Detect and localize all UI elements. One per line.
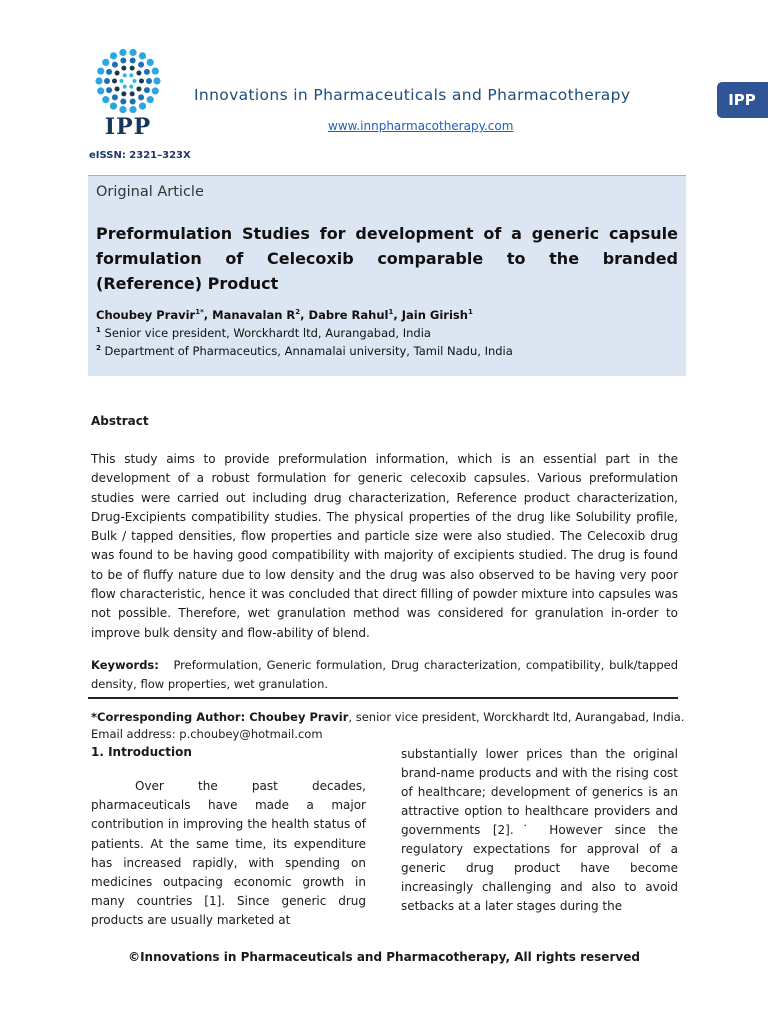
logo-dot <box>129 73 133 77</box>
affiliation-num: 1 <box>96 326 101 335</box>
logo-dot <box>153 77 160 84</box>
logo-dot <box>130 58 136 64</box>
keywords-text: Preformulation, Generic formulation, Drug characterization, compatibility, bulk/tapped density, flow properties, wet granulation. <box>91 658 679 691</box>
logo-dot <box>106 87 112 93</box>
affiliation <box>96 326 431 340</box>
logo-dot <box>120 98 126 104</box>
logo-dot <box>97 67 104 74</box>
author-list: Choubey Pravir$^{1*}$, Manavalan $R^2$, Dabre Rahul$^1$, Jain Girish$^1$ <box>96 308 473 322</box>
journal-tab: IPP <box>717 82 768 118</box>
logo-dot <box>119 49 126 56</box>
logo-dot <box>104 78 110 84</box>
logo-dot <box>115 71 120 76</box>
author-sup: 2 <box>295 308 301 317</box>
article-type: Original Article <box>96 184 204 200</box>
keywords <box>91 656 678 694</box>
logo-dot <box>147 59 154 66</box>
corresponding-author <box>91 710 685 724</box>
affiliation-text: Senior vice president, Worckhardt ltd, Aurangabad, India <box>104 326 431 340</box>
logo-dot <box>106 69 112 75</box>
logo-dot <box>110 103 117 110</box>
logo-dot <box>97 87 104 94</box>
author-sup: 1* <box>195 308 204 317</box>
logo-dot <box>95 77 102 84</box>
logo-dot <box>147 96 154 103</box>
logo-dot <box>152 67 159 74</box>
logo-dot <box>115 86 120 91</box>
affiliation <box>96 344 513 358</box>
author-sup: 1 <box>467 308 473 317</box>
logo-dot <box>136 86 141 91</box>
logo-dots-graphic <box>88 48 168 114</box>
logo-dot <box>112 62 118 68</box>
introduction-column-left <box>91 777 366 931</box>
keywords-label: Keywords: <box>91 658 159 672</box>
logo-dot <box>130 98 136 104</box>
logo-dot <box>112 94 118 100</box>
logo-dot <box>119 106 126 113</box>
email-address[interactable]: p.choubey@hotmail.com <box>179 727 323 741</box>
corresponding-author-text: , senior vice president, Worckhardt ltd, Aurangabad, India. <box>348 710 685 724</box>
author-name: Manavalan R <box>212 308 296 322</box>
logo-dot <box>152 87 159 94</box>
email-line <box>91 727 323 741</box>
logo-dot <box>102 59 109 66</box>
affiliation-text: Department of Pharmaceutics, Annamalai university, Tamil Nadu, India <box>104 344 513 358</box>
logo-dot <box>102 96 109 103</box>
logo-dot <box>130 91 135 96</box>
logo-text: IPP <box>104 114 152 140</box>
logo-dot <box>120 58 126 64</box>
journal-url-link[interactable]: www.innpharmacotherapy.com <box>328 119 514 133</box>
author-sup: 1 <box>388 308 394 317</box>
journal-logo <box>88 48 168 143</box>
logo-dot <box>133 79 137 83</box>
logo-dot <box>121 91 126 96</box>
author-name: Dabre Rahul <box>308 308 389 322</box>
copyright-footer: ©Innovations in Pharmaceuticals and Pharmacotherapy, All rights reserved <box>128 950 640 964</box>
logo-dot <box>138 62 144 68</box>
logo-dot <box>110 52 117 59</box>
logo-dot <box>144 87 150 93</box>
eissn: eISSN: 2321–323X <box>89 150 191 161</box>
logo-dot <box>123 73 127 77</box>
article-title: Preformulation Studies for development of a generic capsule formulation of Celecoxib comparable to the branded (Reference) Product <box>96 224 678 293</box>
logo-dot <box>121 66 126 71</box>
logo-dot <box>129 49 136 56</box>
section-rule <box>88 697 678 699</box>
abstract-text: This study aims to provide preformulation information, which is an essential part in the development of a robust formulation for generic celecoxib capsules. Various preformulation studies were carried out including drug characterization, Reference product characterization, Drug-Excipients compatibility studies. The physical properties of the drug like Solubility profile, Bulk / tapped densities, flow properties and particle size were also studied. The Celecoxib drug was found to be having good compatibility with majority of excipients studied. The drug is found to be of fluffy nature due to low density and the drug was also observed to be having very poor flow characteristic, hence it was concluded that direct filling of powder mixture into capsules was not possible. Therefore, wet granulation method was considered for granulation in-order to improve bulk density and flow-ability of blend. <box>91 452 678 640</box>
abstract-heading: Abstract <box>91 414 149 428</box>
introduction-column-right: substantially lower prices than the original brand-name products and with the rising cost of healthcare; development of generics is an attractive option to healthcare providers and governments [2].˙ However since the regulatory expectations for approval of a generic drug product have become increasingly challenging and also to avoid setbacks at a later stages during the <box>401 747 678 913</box>
logo-dot <box>146 78 152 84</box>
logo-dot <box>123 85 127 89</box>
author-name: Choubey Pravir <box>96 308 196 322</box>
logo-dot <box>130 66 135 71</box>
introduction-paragraph: Over the past decades, pharmaceuticals have made a major contribution in improving the health status of patients. At the same time, its expenditure has increased rapidly, with spending on medicines outpacing economic growth in many countries [1]. Since generic drug products are usually marketed at <box>91 779 366 928</box>
logo-dot <box>139 103 146 110</box>
corresponding-author-label: *Corresponding Author: Choubey Pravir <box>91 710 349 724</box>
affiliation-num: 2 <box>96 344 101 353</box>
logo-dot <box>112 79 117 84</box>
introduction-heading: 1. Introduction <box>91 745 192 759</box>
logo-dot <box>136 71 141 76</box>
logo-dot <box>139 79 144 84</box>
logo-dot <box>144 69 150 75</box>
logo-dot <box>139 52 146 59</box>
logo-dot <box>129 85 133 89</box>
email-label: Email address: <box>91 727 176 741</box>
logo-dot <box>129 106 136 113</box>
logo-dot <box>120 79 124 83</box>
author-name: Jain Girish <box>401 308 468 322</box>
logo-dot <box>138 94 144 100</box>
journal-title: Innovations in Pharmaceuticals and Pharmacotherapy <box>194 86 631 104</box>
